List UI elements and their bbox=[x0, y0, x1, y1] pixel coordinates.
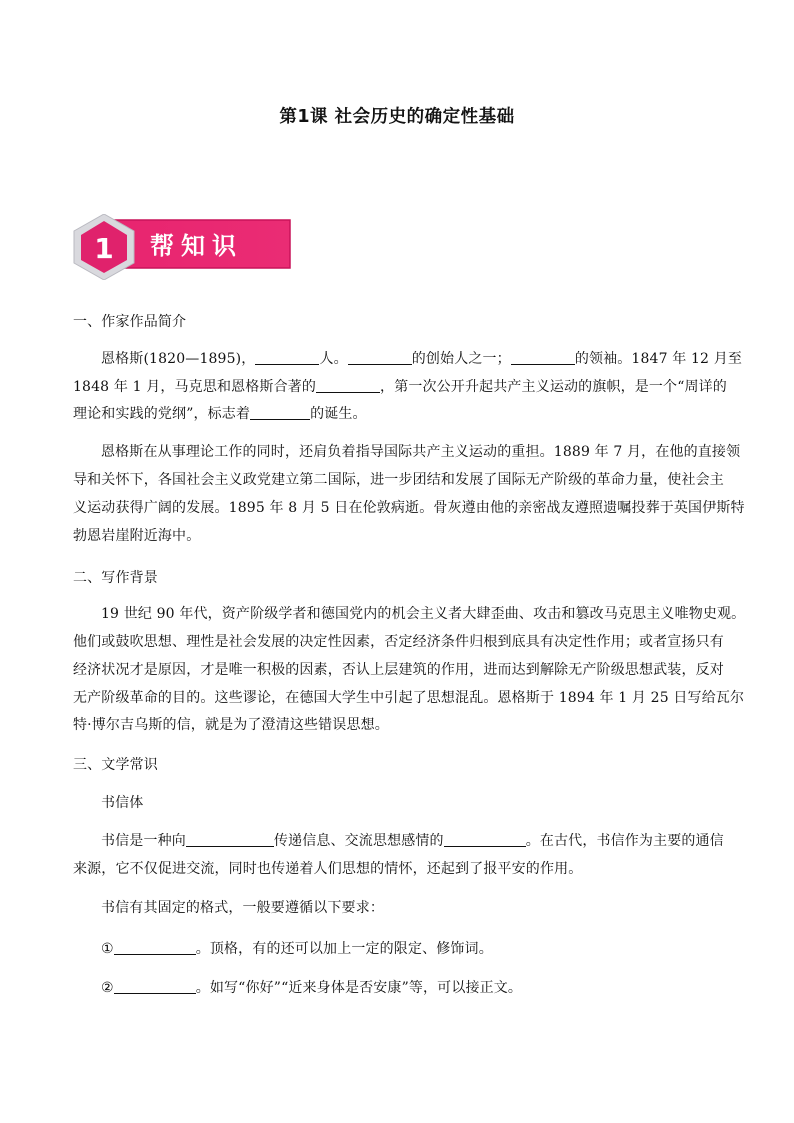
letter-line-1: 书信是一种向 传递信息、交流思想感情的 。在古代，书信作为主要的通信 bbox=[101, 833, 724, 849]
fill-blank[interactable] bbox=[114, 939, 196, 955]
background-line-4: 无产阶级革命的目的。这些谬论，在德国大学生中引起了思想混乱。恩格斯于 1894 年 1 月 25 日写给瓦尔 bbox=[73, 690, 745, 706]
fill-blank[interactable] bbox=[316, 377, 380, 393]
background-line-1: 19 世纪 90 年代，资产阶级学者和德国党内的机会主义者大肆歪曲、攻击和篡改马克思主义唯物史观。 bbox=[101, 606, 746, 622]
fill-blank[interactable] bbox=[511, 349, 575, 365]
background-line-5: 特·博尔吉乌斯的信，就是为了澄清这些错误思想。 bbox=[73, 717, 389, 733]
background-line-2: 他们或鼓吹思想、理性是社会发展的决定性因素，否定经济条件归根到底具有决定性作用；或者宣扬只有 bbox=[73, 634, 724, 650]
bio-line-3: 义运动获得广阔的发展。1895 年 8 月 5 日在伦敦病逝。骨灰遵由他的亲密战友遵照遗嘱投葬于英国伊斯特 bbox=[73, 500, 745, 516]
letter-subheading: 书信体 bbox=[101, 795, 144, 811]
bio-line-1: 恩格斯在从事理论工作的同时，还肩负着指导国际共产主义运动的重担。1889 年 7 月，在他的直接领 bbox=[101, 444, 741, 460]
bio-line-4: 勃恩岩崖附近海中。 bbox=[73, 528, 201, 544]
section-heading-background: 二、写作背景 bbox=[73, 570, 158, 586]
fill-blank[interactable] bbox=[348, 349, 412, 365]
format-item-2: ② 。如写“你好”“近来身体是否安康”等，可以接正文。 bbox=[101, 980, 523, 996]
format-intro: 书信有其固定的格式，一般要遵循以下要求： bbox=[101, 900, 384, 916]
fill-blank[interactable] bbox=[250, 404, 310, 420]
intro-line-1: 恩格斯(1820—1895)， 人。 的创始人之一； 的领袖。1847 年 12 月至 bbox=[101, 351, 743, 367]
fill-blank[interactable] bbox=[255, 349, 319, 365]
intro-line-3: 理论和实践的党纲”，标志着 的诞生。 bbox=[73, 406, 367, 422]
lesson-title: 第1课 社会历史的确定性基础 bbox=[279, 107, 515, 127]
format-item-1: ① 。顶格，有的还可以加上一定的限定、修饰词。 bbox=[101, 941, 493, 957]
letter-line-2: 来源，它不仅促进交流，同时也传递着人们思想的情怀，还起到了报平安的作用。 bbox=[73, 861, 583, 877]
badge-number: 1 bbox=[94, 232, 114, 265]
bio-line-2: 导和关怀下，各国社会主义政党建立第二国际，进一步团结和发展了国际无产阶级的革命力量，使社会主 bbox=[73, 472, 724, 488]
section-heading-author: 一、作家作品简介 bbox=[73, 314, 187, 330]
fill-blank[interactable] bbox=[444, 831, 526, 847]
knowledge-badge bbox=[70, 214, 294, 280]
background-line-3: 经济状况才是原因，才是唯一积极的因素，否认上层建筑的作用，进而达到解除无产阶级思想武装，反对 bbox=[73, 662, 724, 678]
section-heading-literature: 三、文学常识 bbox=[73, 757, 158, 773]
intro-line-2: 1848 年 1 月，马克思和恩格斯合著的 ，第一次公开升起共产主义运动的旗帜，是一个“周详的 bbox=[73, 379, 727, 395]
badge-label: 帮知识 bbox=[150, 231, 243, 260]
fill-blank[interactable] bbox=[186, 831, 274, 847]
fill-blank[interactable] bbox=[114, 978, 196, 994]
